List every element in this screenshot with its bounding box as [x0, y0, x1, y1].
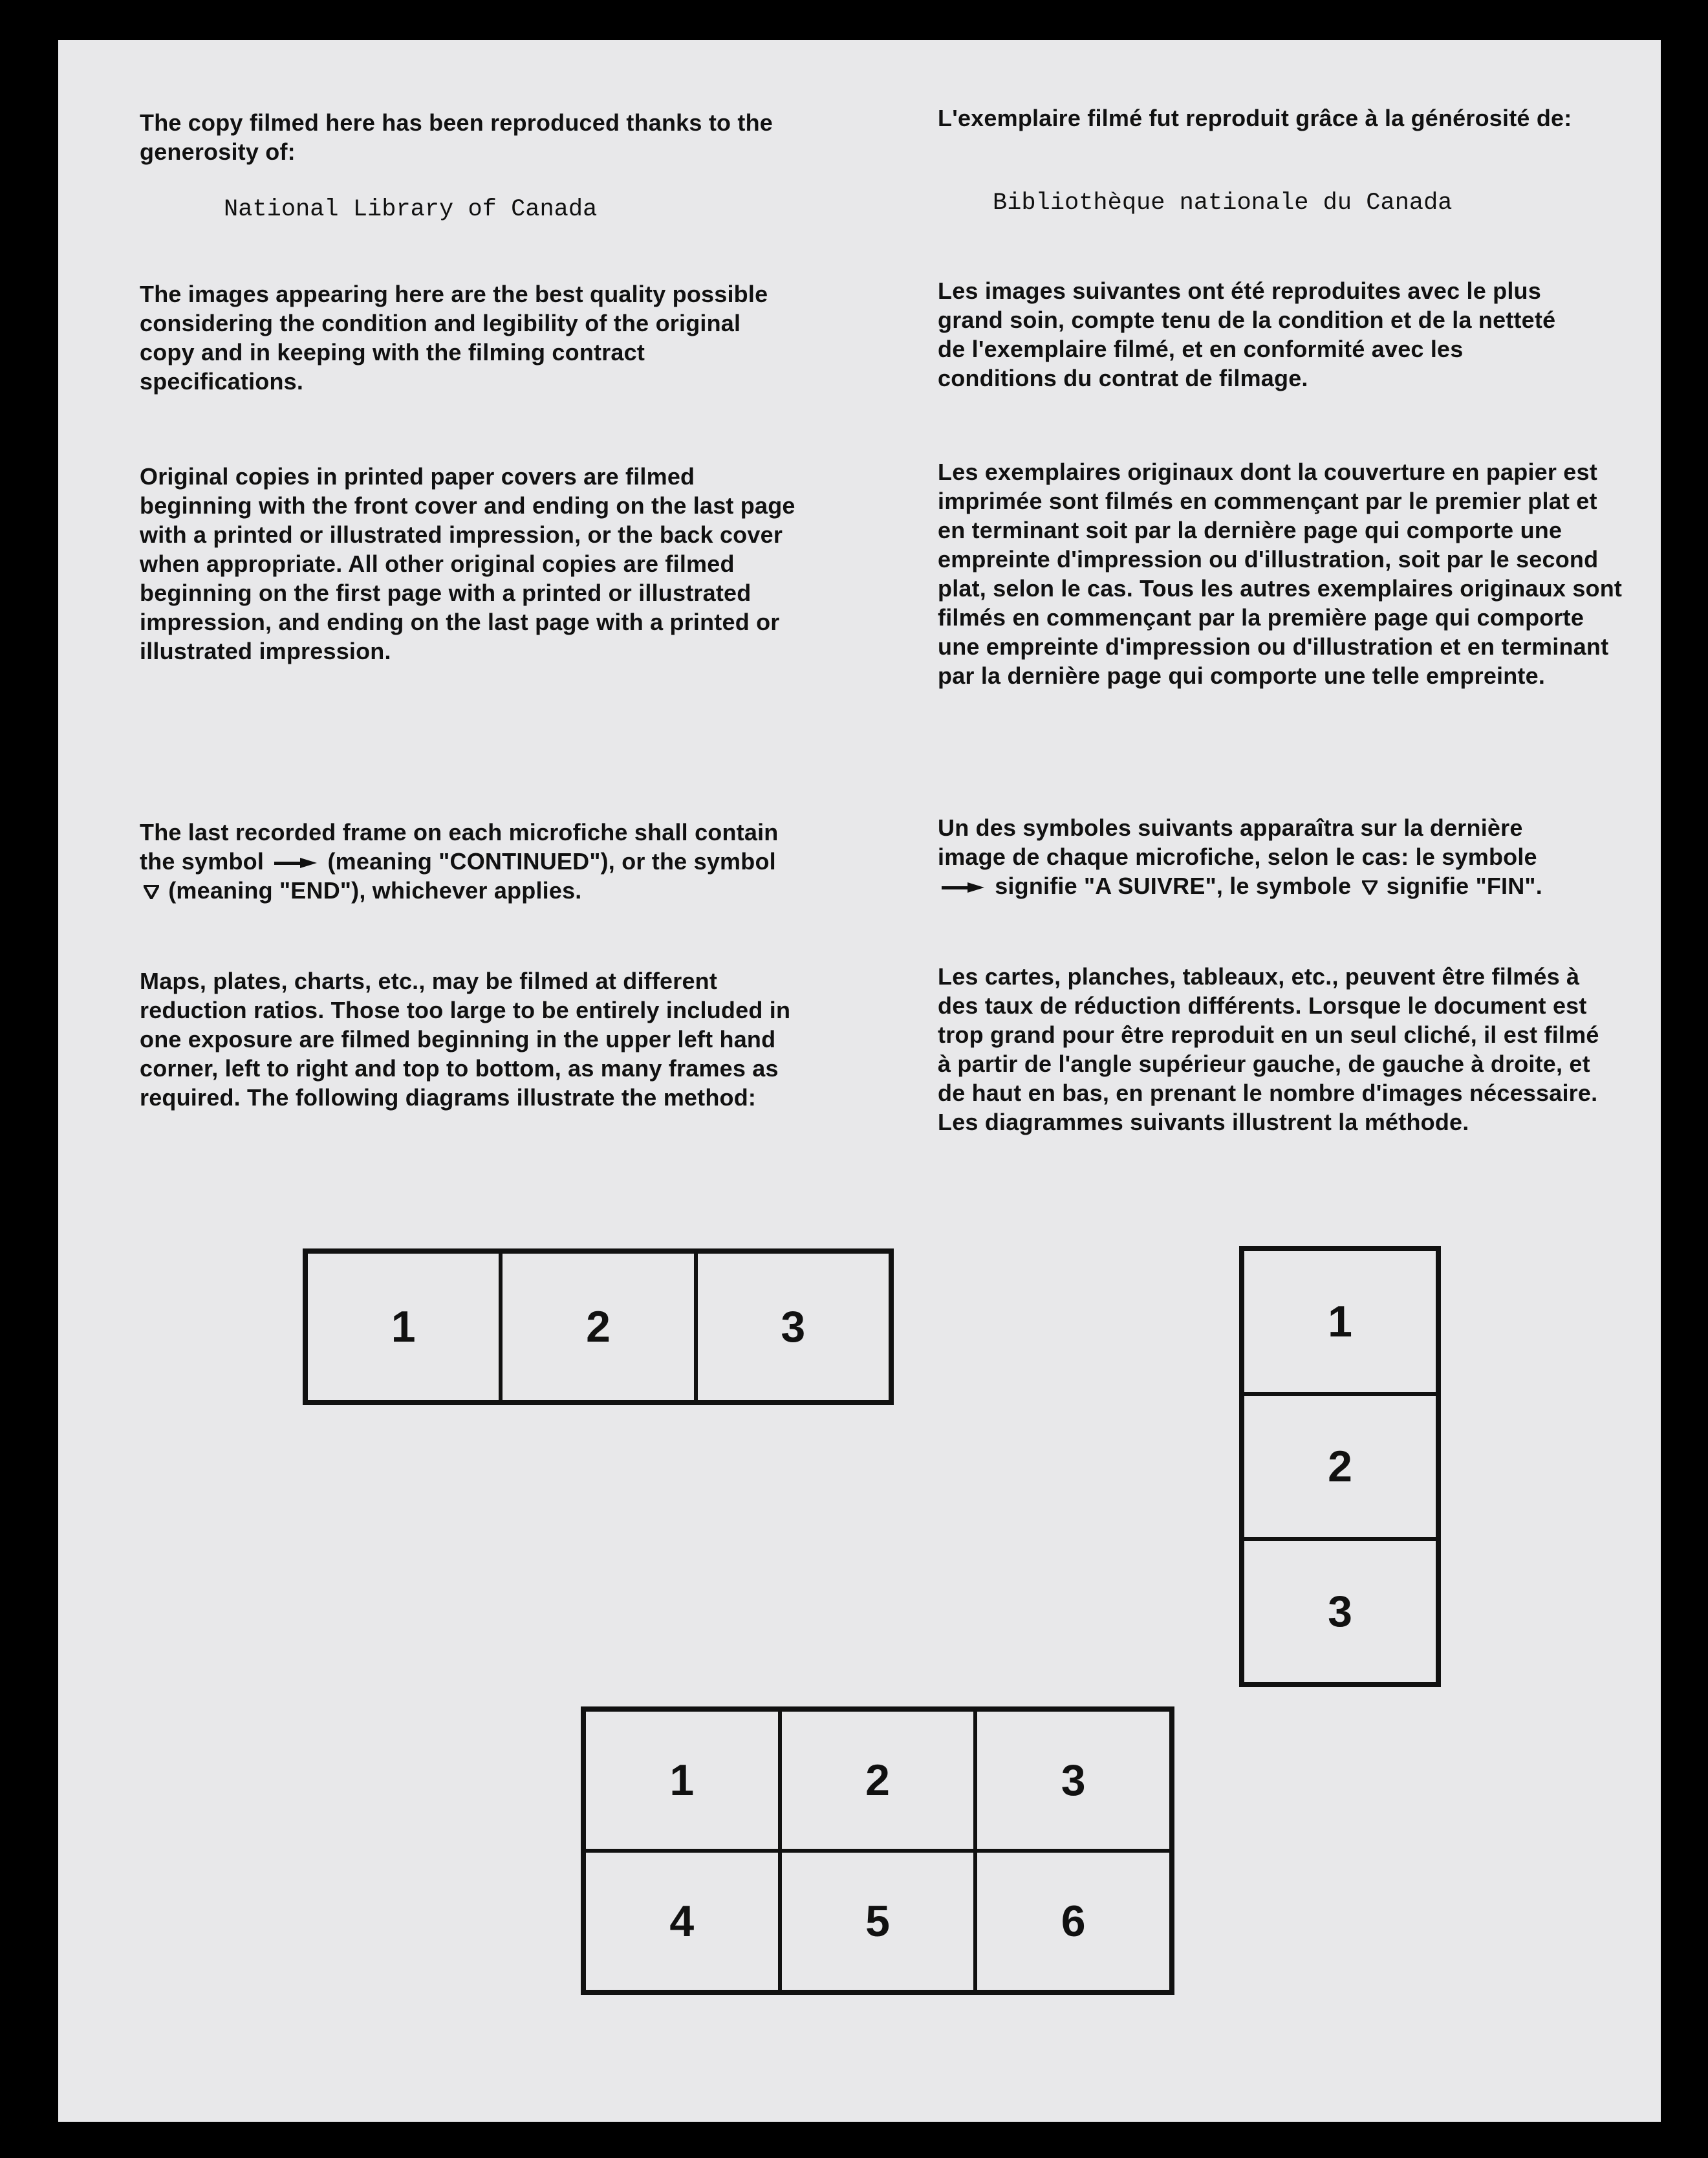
acknowledgement-fr: L'exemplaire filmé fut reproduit grâce à la générosité de:	[938, 105, 1572, 131]
arrow-right-icon	[274, 858, 317, 868]
symbols-note-fr-part3: signifie "FIN".	[1386, 873, 1542, 899]
symbols-note-fr-part1: Un des symboles suivants apparaîtra sur la dernière image de chaque microfiche, selon le cas: le symbole	[938, 814, 1537, 870]
symbols-note-en-part1: The last recorded frame on each microfiche shall contain the symbol	[140, 819, 779, 875]
symbols-note-en-part3: (meaning "END"), whichever applies.	[168, 877, 582, 904]
frame-cell: 1	[584, 1710, 780, 1851]
symbols-note-en-part2: (meaning "CONTINUED"), or the symbol	[327, 848, 776, 875]
frame-cell: 6	[975, 1851, 1171, 1992]
institution-en: National Library of Canada	[224, 196, 598, 223]
symbols-note-fr	[938, 813, 1591, 900]
diagram-grid-frames	[581, 1706, 1174, 1995]
frame-cell: 4	[584, 1851, 780, 1992]
frame-cell: 2	[1242, 1394, 1438, 1539]
maps-note-en: Maps, plates, charts, etc., may be filmed at different reduction ratios. Those too large to be entirely included in one exposure are filmed beginning in the upper left hand corner, left to right and top to bottom, as many frames as required. The following diagrams illustrate the method:	[140, 968, 791, 1111]
frame-cell: 1	[306, 1252, 501, 1402]
filming-notice-page	[58, 40, 1661, 2122]
frame-cell: 3	[975, 1710, 1171, 1851]
frame-cell: 2	[501, 1252, 695, 1402]
maps-note-fr: Les cartes, planches, tableaux, etc., peuvent être filmés à des taux de réduction différents. Lorsque le document est trop grand pour être reproduit en un seul cliché, il est filmé à partir de l'angle supérieur gauche, de gauche à droite, et de haut en bas, en prenant le nombre d'images nécessaire. Les diagrammes suivants illustrent la méthode.	[938, 963, 1599, 1135]
frame-cell: 3	[696, 1252, 891, 1402]
quality-note-en: The images appearing here are the best quality possible considering the condition and legibility of the original copy and in keeping with the filming contract specifications.	[140, 281, 768, 395]
triangle-down-icon	[144, 885, 159, 899]
institution-fr: Bibliothèque nationale du Canada	[993, 190, 1453, 217]
arrow-right-icon	[942, 882, 984, 893]
frame-cell: 3	[1242, 1539, 1438, 1684]
covers-note-en: Original copies in printed paper covers are filmed beginning with the front cover and ending on the last page with a printed or illustrated impression, or the back cover when appropriate. All other original copies are filmed beginning on the first page with a printed or illustrated impression, and ending on the last page with a printed or illustrated impression.	[140, 463, 795, 664]
frame-cell: 5	[780, 1851, 976, 1992]
frame-cell: 1	[1242, 1249, 1438, 1394]
quality-note-fr: Les images suivantes ont été reproduites avec le plus grand soin, compte tenu de la condition et de la netteté de l'exemplaire filmé, et en conformité avec les conditions du contrat de filmage.	[938, 278, 1556, 391]
diagram-horizontal-frames	[303, 1248, 894, 1405]
diagram-vertical-frames	[1239, 1246, 1441, 1687]
symbols-note-fr-part2: signifie "A SUIVRE", le symbole	[995, 873, 1352, 899]
triangle-down-icon	[1362, 880, 1378, 895]
frame-cell: 2	[780, 1710, 976, 1851]
acknowledgement-en: The copy filmed here has been reproduced thanks to the generosity of:	[140, 109, 773, 165]
symbols-note-en	[140, 818, 793, 905]
covers-note-fr: Les exemplaires originaux dont la couverture en papier est imprimée sont filmés en commençant par le premier plat et en terminant soit par la dernière page qui comporte une empreinte d'impression ou d'illustration, soit par le second plat, selon le cas. Tous les autres exemplaires originaux sont filmés en commençant par la première page qui comporte une empreinte d'impression ou d'illustration et en terminant par la dernière page qui comporte une telle empreinte.	[938, 459, 1623, 689]
